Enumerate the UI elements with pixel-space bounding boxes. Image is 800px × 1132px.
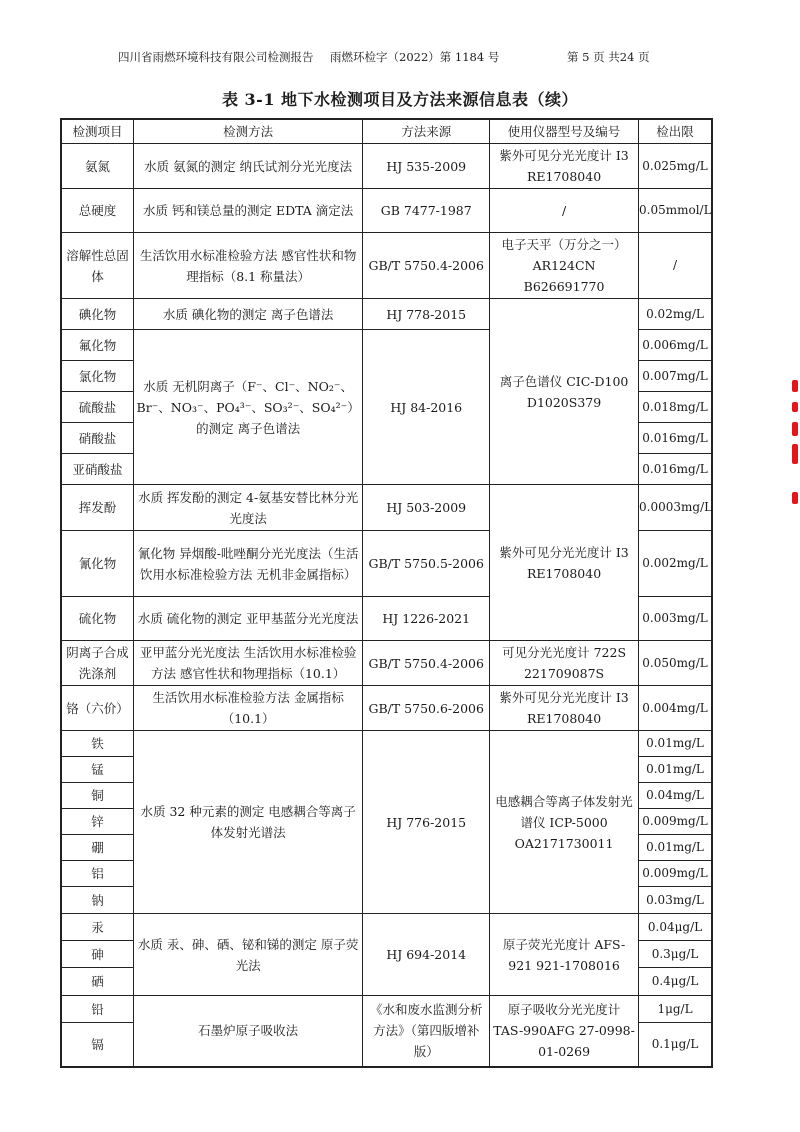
cell-source: HJ 503-2009 — [363, 485, 490, 531]
cell-instrument: 可见分光光度计 722S 221709087S — [490, 641, 639, 686]
cell-item: 碘化物 — [61, 299, 133, 330]
table-row — [61, 996, 712, 1023]
table-row — [61, 233, 712, 299]
page-number: 第 5 页 共24 页 — [567, 50, 650, 64]
cell-limit: 0.04mg/L — [639, 783, 712, 809]
cell-method: 生活饮用水标准检验方法 金属指标（10.1） — [133, 686, 362, 731]
cell-item: 钠 — [61, 887, 133, 914]
page-header — [0, 49, 800, 69]
report-number: 雨燃环检字（2022）第 1184 号 — [330, 50, 500, 64]
cell-limit: 0.016mg/L — [639, 454, 712, 485]
cell-instrument: / — [490, 189, 639, 233]
cell-limit: 0.007mg/L — [639, 361, 712, 392]
cell-method: 石墨炉原子吸收法 — [133, 996, 362, 1067]
table-title: 表 3-1 地下水检测项目及方法来源信息表（续） — [221, 90, 579, 109]
cell-method: 水质 碘化物的测定 离子色谱法 — [133, 299, 362, 330]
cell-item: 总硬度 — [61, 189, 133, 233]
cell-limit: 0.009mg/L — [639, 809, 712, 835]
cell-item: 硫化物 — [61, 597, 133, 641]
cell-item: 砷 — [61, 941, 133, 968]
cell-method: 水质 汞、砷、硒、铋和锑的测定 原子荧光法 — [133, 914, 362, 996]
cell-item: 铜 — [61, 783, 133, 809]
cell-method: 水质 氨氮的测定 纳氏试剂分光光度法 — [133, 144, 362, 189]
cell-item: 氟化物 — [61, 330, 133, 361]
table-row — [61, 189, 712, 233]
cell-source: HJ 776-2015 — [363, 731, 490, 914]
table-row — [61, 686, 712, 731]
cell-limit: / — [639, 233, 712, 299]
cell-limit: 0.003mg/L — [639, 597, 712, 641]
cell-limit: 0.4μg/L — [639, 968, 712, 996]
cell-item: 亚硝酸盐 — [61, 454, 133, 485]
cell-item: 锰 — [61, 757, 133, 783]
cell-source: 《水和废水监测分析方法》（第四版增补版） — [363, 996, 490, 1067]
cell-instrument: 紫外可见分光光度计 I3 RE1708040 — [490, 144, 639, 189]
cell-item: 氨氮 — [61, 144, 133, 189]
cell-item: 硼 — [61, 835, 133, 861]
cell-source: HJ 535-2009 — [363, 144, 490, 189]
cell-limit: 1μg/L — [639, 996, 712, 1023]
cell-method: 水质 无机阴离子（F⁻、Cl⁻、NO₂⁻、Br⁻、NO₃⁻、PO₄³⁻、SO₃²⁻、SO₄²⁻）的测定 离子色谱法 — [133, 330, 362, 485]
cell-limit: 0.025mg/L — [639, 144, 712, 189]
cell-item: 氰化物 — [61, 531, 133, 597]
cell-source: HJ 84-2016 — [363, 330, 490, 485]
cell-method: 亚甲蓝分光光度法 生活饮用水标准检验方法 感官性状和物理指标（10.1） — [133, 641, 362, 686]
table-row — [61, 144, 712, 189]
cell-item: 溶解性总固体 — [61, 233, 133, 299]
detection-methods-table — [60, 118, 713, 1068]
cell-method: 生活饮用水标准检验方法 感官性状和物理指标（8.1 称量法） — [133, 233, 362, 299]
seal-stamp-edge — [790, 380, 800, 510]
cell-item: 挥发酚 — [61, 485, 133, 531]
cell-method: 水质 硫化物的测定 亚甲基蓝分光光度法 — [133, 597, 362, 641]
cell-limit: 0.050mg/L — [639, 641, 712, 686]
cell-method: 氰化物 异烟酸-吡唑酮分光光度法（生活饮用水标准检验方法 无机非金属指标） — [133, 531, 362, 597]
cell-method: 水质 32 种元素的测定 电感耦合等离子体发射光谱法 — [133, 731, 362, 914]
cell-item: 铁 — [61, 731, 133, 757]
cell-limit: 0.018mg/L — [639, 392, 712, 423]
cell-item: 锌 — [61, 809, 133, 835]
cell-source: GB/T 5750.4-2006 — [363, 233, 490, 299]
cell-instrument: 原子吸收分光光度计 TAS-990AFG 27-0998-01-0269 — [490, 996, 639, 1067]
cell-item: 铅 — [61, 996, 133, 1023]
cell-limit: 0.01mg/L — [639, 731, 712, 757]
table-row — [61, 485, 712, 531]
header-item: 检测项目 — [61, 119, 133, 144]
cell-item: 硝酸盐 — [61, 423, 133, 454]
cell-source: GB/T 5750.4-2006 — [363, 641, 490, 686]
table-row — [61, 299, 712, 330]
cell-limit: 0.0003mg/L — [639, 485, 712, 531]
cell-item: 阴离子合成洗涤剂 — [61, 641, 133, 686]
cell-limit: 0.1μg/L — [639, 1023, 712, 1067]
cell-item: 硒 — [61, 968, 133, 996]
cell-source: GB 7477-1987 — [363, 189, 490, 233]
cell-limit: 0.01mg/L — [639, 757, 712, 783]
cell-limit: 0.006mg/L — [639, 330, 712, 361]
cell-limit: 0.04μg/L — [639, 914, 712, 941]
cell-source: HJ 1226-2021 — [363, 597, 490, 641]
table-row — [61, 731, 712, 757]
table-row — [61, 641, 712, 686]
cell-limit: 0.002mg/L — [639, 531, 712, 597]
cell-item: 铬（六价） — [61, 686, 133, 731]
cell-limit: 0.02mg/L — [639, 299, 712, 330]
cell-source: HJ 694-2014 — [363, 914, 490, 996]
cell-limit: 0.009mg/L — [639, 861, 712, 887]
cell-item: 硫酸盐 — [61, 392, 133, 423]
table-row — [61, 914, 712, 941]
cell-item: 镉 — [61, 1023, 133, 1067]
cell-limit: 0.016mg/L — [639, 423, 712, 454]
cell-source: GB/T 5750.5-2006 — [363, 531, 490, 597]
cell-item: 氯化物 — [61, 361, 133, 392]
cell-limit: 0.01mg/L — [639, 835, 712, 861]
cell-item: 铝 — [61, 861, 133, 887]
cell-limit: 0.3μg/L — [639, 941, 712, 968]
header-source: 方法来源 — [363, 119, 490, 144]
cell-item: 汞 — [61, 914, 133, 941]
cell-method: 水质 挥发酚的测定 4-氨基安替比林分光光度法 — [133, 485, 362, 531]
cell-instrument: 原子荧光光度计 AFS-921 921-1708016 — [490, 914, 639, 996]
company-name: 四川省雨燃环境科技有限公司检测报告 — [118, 50, 314, 64]
cell-instrument: 紫外可见分光光度计 I3 RE1708040 — [490, 485, 639, 641]
cell-instrument: 紫外可见分光光度计 I3 RE1708040 — [490, 686, 639, 731]
cell-instrument: 电子天平（万分之一） AR124CN B626691770 — [490, 233, 639, 299]
cell-limit: 0.03mg/L — [639, 887, 712, 914]
cell-source: HJ 778-2015 — [363, 299, 490, 330]
cell-instrument: 离子色谱仪 CIC-D100 D1020S379 — [490, 299, 639, 485]
cell-limit: 0.004mg/L — [639, 686, 712, 731]
header-method: 检测方法 — [133, 119, 362, 144]
cell-method: 水质 钙和镁总量的测定 EDTA 滴定法 — [133, 189, 362, 233]
cell-instrument: 电感耦合等离子体发射光谱仪 ICP-5000 OA2171730011 — [490, 731, 639, 914]
cell-source: GB/T 5750.6-2006 — [363, 686, 490, 731]
cell-limit: 0.05mmol/L — [639, 189, 712, 233]
header-instrument: 使用仪器型号及编号 — [490, 119, 639, 144]
header-limit: 检出限 — [639, 119, 712, 144]
table-header-row — [61, 119, 712, 144]
